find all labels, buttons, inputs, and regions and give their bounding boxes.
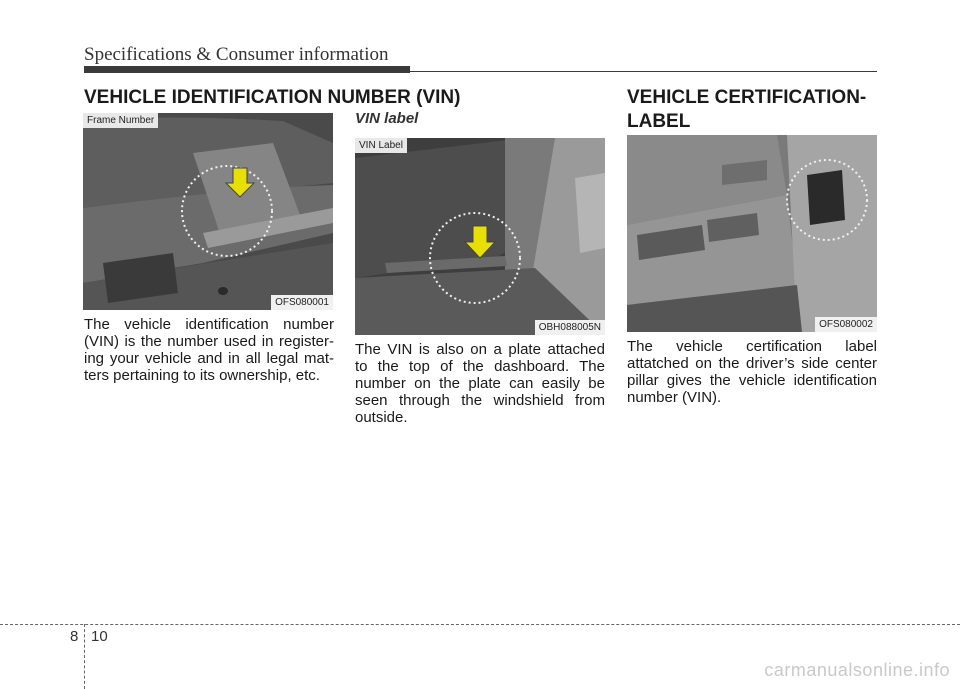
chapter-number: 8 [70, 628, 79, 645]
page-number: 10 [91, 628, 108, 645]
cert-heading-line1: VEHICLE CERTIFICATION- [627, 87, 867, 108]
vin-label-tag: VIN Label [355, 138, 407, 153]
photo-code: OFS080001 [271, 295, 333, 310]
cert-heading-line2: LABEL [627, 111, 691, 132]
photo-code: OFS080002 [815, 317, 877, 332]
photo-code: OBH088005N [535, 320, 605, 335]
vin-label-text: The VIN is also on a plate attached to the top of the dashboard. The number on the plate can easily be seen through the windshield from outside. [355, 341, 605, 426]
vin-label-heading: VIN label [355, 110, 419, 127]
frame-number-photo [83, 113, 333, 310]
header-title: Specifications & Consumer information [84, 44, 389, 65]
vin-label-photo [355, 138, 605, 335]
footer-rule [0, 624, 960, 625]
watermark: carmanualsonline.info [764, 660, 950, 680]
header-bar [84, 66, 410, 73]
frame-number-illustration [83, 113, 333, 310]
cert-heading [627, 86, 866, 134]
vin-heading: VEHICLE IDENTIFICATION NUMBER (VIN) [84, 87, 461, 108]
cert-label-photo [627, 135, 877, 332]
vin-label-illustration [355, 138, 605, 335]
footer-divider [84, 624, 85, 689]
frame-number-label: Frame Number [83, 113, 158, 128]
vin-text: The vehicle identification number (VIN) is the number used in register-ing your vehicle and in all legal mat-ters pertaining to its ownership, etc. [84, 316, 334, 384]
cert-text: The vehicle certification label attatched on the driver’s side center pillar gives the vehicle identification number (VIN). [627, 338, 877, 406]
cert-label-illustration [627, 135, 877, 332]
header-rule [410, 71, 877, 72]
